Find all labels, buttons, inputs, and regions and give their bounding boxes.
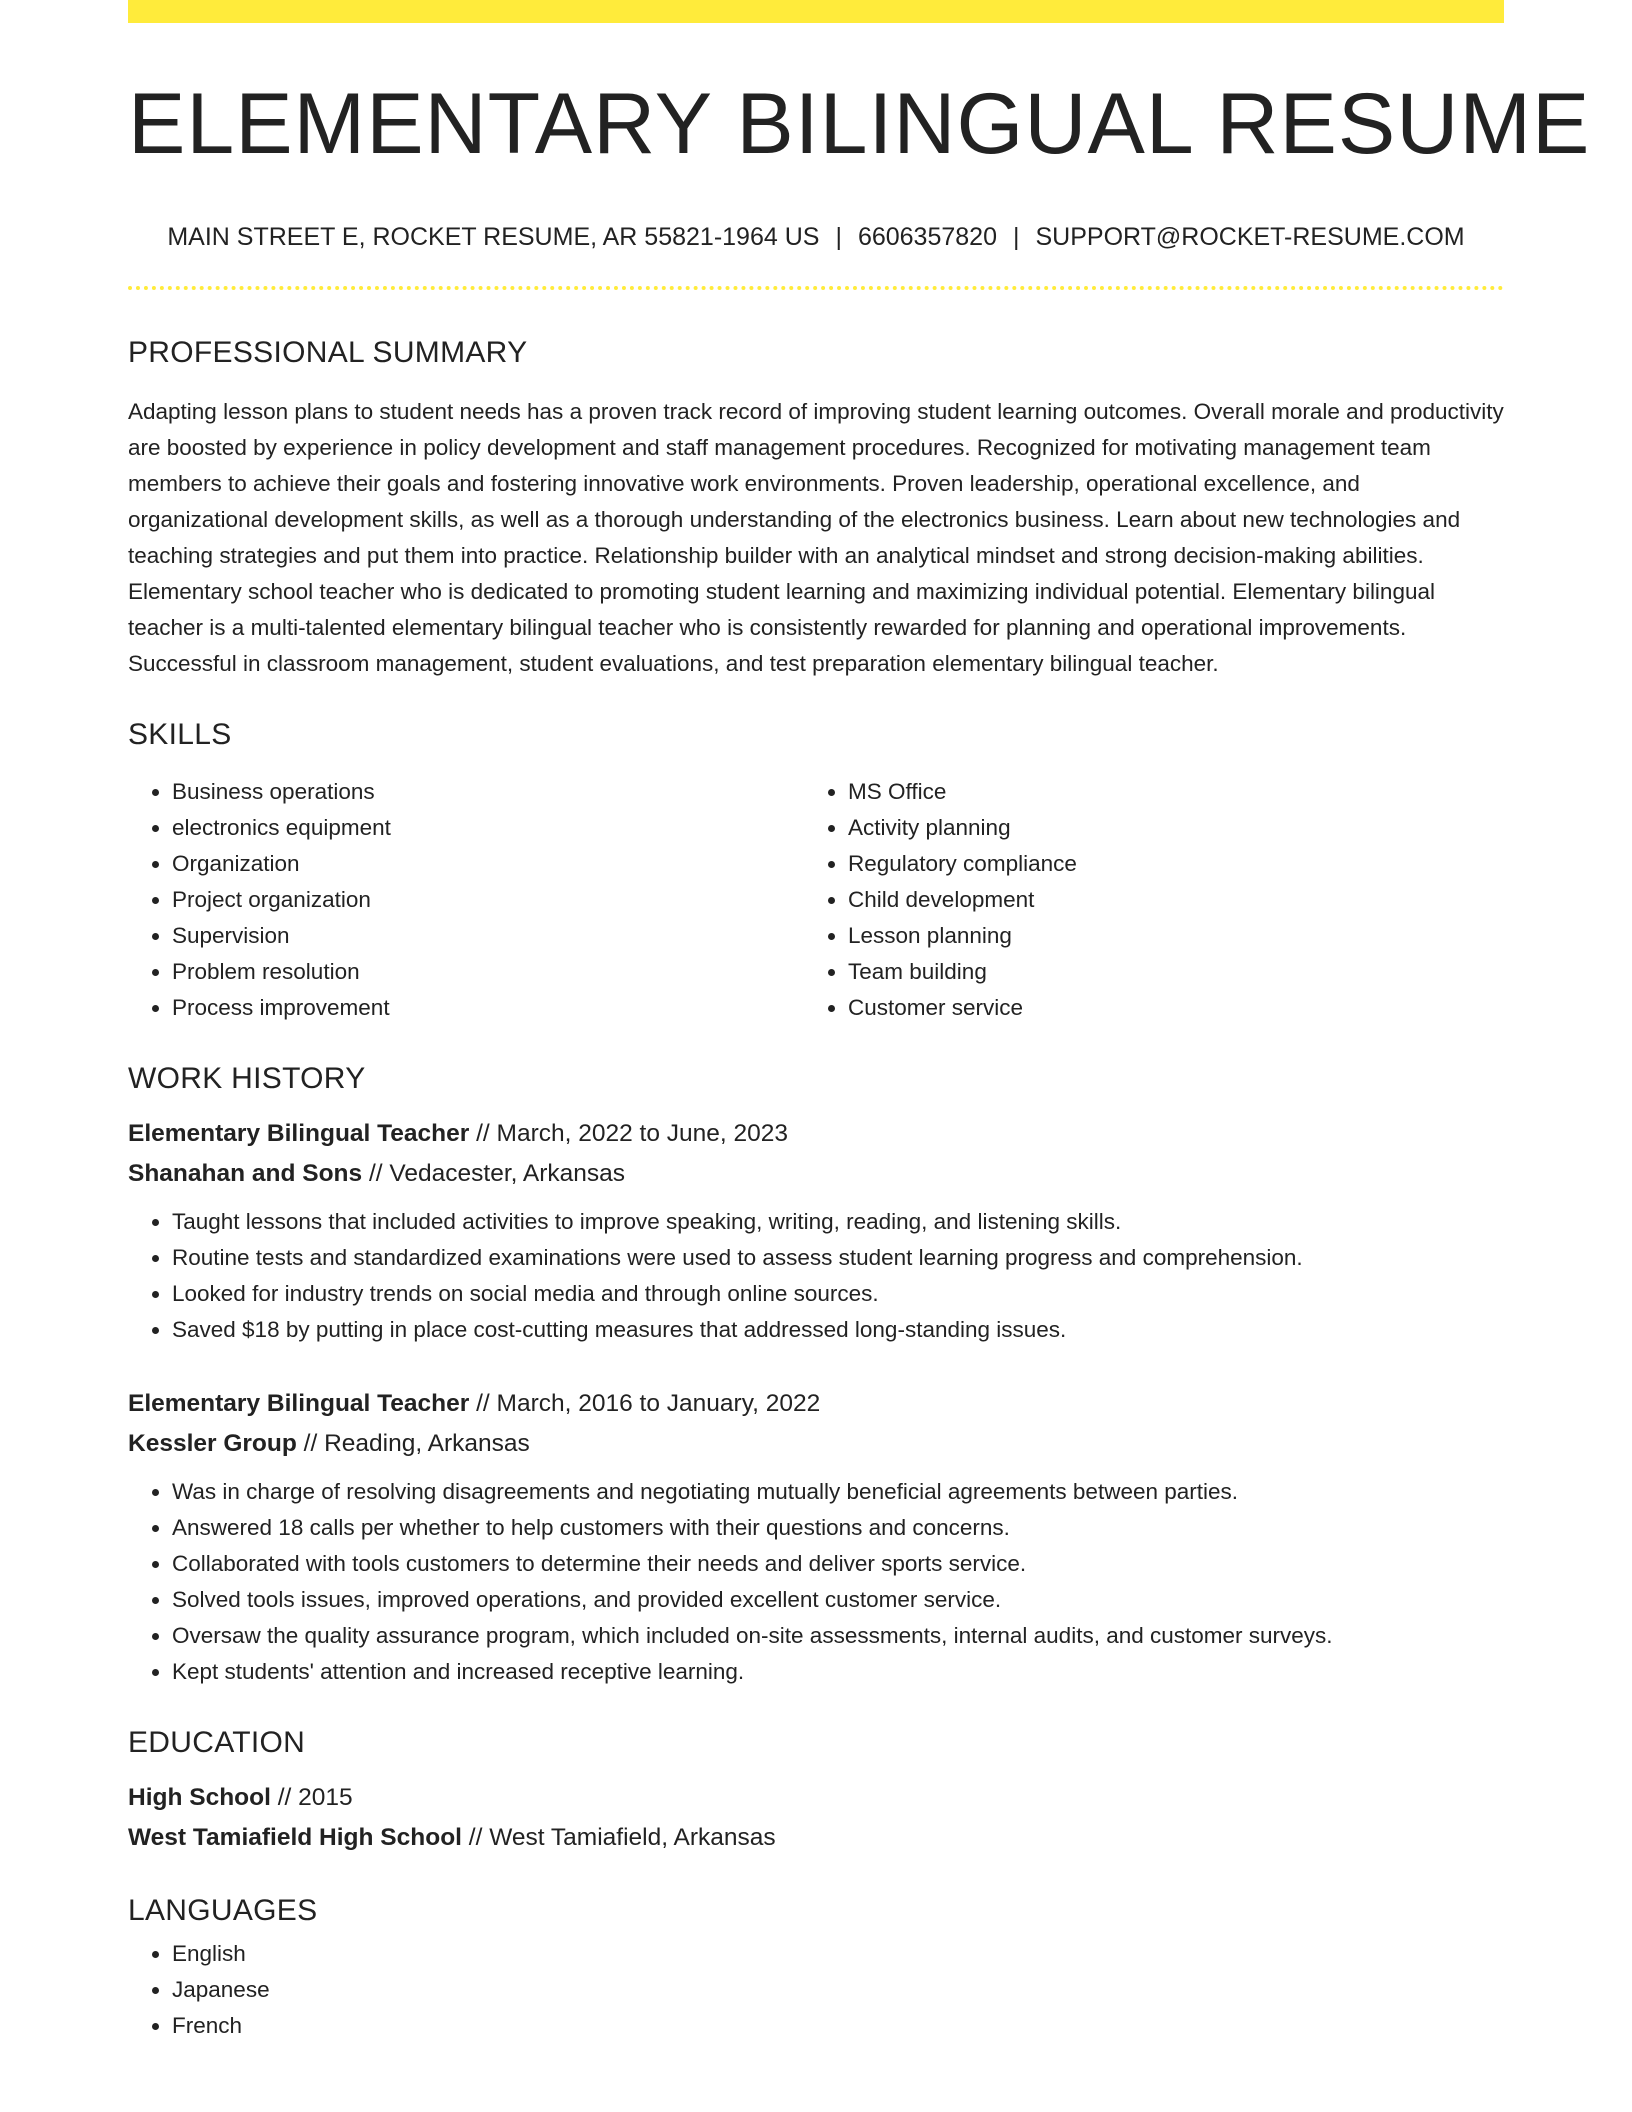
languages-list (128, 1936, 1504, 2044)
job-bullet: • Oversaw the quality assurance program, which included on-site assessments, internal audits, and customer surveys. (172, 1618, 1504, 1654)
job-bullet: • Taught lessons that included activities to improve speaking, writing, reading, and listening skills. (172, 1204, 1504, 1240)
skill-item: • Supervision (172, 918, 806, 954)
contact-address: MAIN STREET E, ROCKET RESUME, AR 55821-1964 US (167, 223, 820, 251)
skills-heading: SKILLS (128, 718, 232, 751)
education-degree-line (128, 1778, 1504, 1818)
skill-item: • Child development (848, 882, 1482, 918)
skill-item: • Customer service (848, 990, 1482, 1026)
job-bullets (128, 1204, 1504, 1348)
contact-phone: 6606357820 (857, 223, 997, 251)
job-entry (128, 1384, 1504, 1690)
contact-separator: | (1012, 223, 1020, 251)
job-bullet: • Kept students' attention and increased receptive learning. (172, 1654, 1504, 1690)
education-school: West Tamiafield High School (128, 1824, 462, 1851)
education-entry (128, 1778, 1504, 1858)
job-bullet: • Answered 18 calls per whether to help customers with their questions and concerns. (172, 1510, 1504, 1546)
skill-item: • Regulatory compliance (848, 846, 1482, 882)
skill-item: • Lesson planning (848, 918, 1482, 954)
skill-item: • Organization (172, 846, 806, 882)
skill-item: • Business operations (172, 774, 806, 810)
language-item: • English (172, 1936, 1504, 1972)
job-role-line (128, 1114, 1504, 1154)
skill-item: • Process improvement (172, 990, 806, 1026)
job-bullets (128, 1474, 1504, 1690)
header-divider (128, 286, 1504, 290)
contact-separator: | (835, 223, 842, 251)
job-role: Elementary Bilingual Teacher (128, 1120, 470, 1147)
skills-list-right (806, 774, 1482, 1026)
resume-title: ELEMENTARY BILINGUAL RESUME (128, 76, 1591, 172)
language-item: • French (172, 2008, 1504, 2044)
job-bullet: • Collaborated with tools customers to determine their needs and deliver sports service. (172, 1546, 1504, 1582)
contact-line (128, 225, 1504, 250)
skills-list-left (128, 774, 806, 1026)
job-bullet: • Saved $18 by putting in place cost-cutting measures that addressed long-standing issues. (172, 1312, 1504, 1348)
job-dates: March, 2016 to January, 2022 (496, 1390, 821, 1417)
skill-item: • MS Office (848, 774, 1482, 810)
job-role: Elementary Bilingual Teacher (128, 1390, 470, 1417)
summary-heading: PROFESSIONAL SUMMARY (128, 336, 528, 369)
summary-paragraph: Adapting lesson plans to student needs has a proven track record of improving student learning outcomes. Overall morale and productivity are boosted by experience in policy development and staff management procedures. Recognized for motivating management team members to achieve their goals and fostering innovative work environments. Proven leadership, operational excellence, and organizational development skills, as well as a thorough understanding of the electronics business. Learn about new technologies and teaching strategies and put them into practice. Relationship builder with an analytical mindset and strong decision-making abilities. Elementary school teacher who is dedicated to promoting student learning and maximizing individual potential. Elementary bilingual teacher is a multi-talented elementary bilingual teacher who is consistently rewarded for planning and operational improvements. Successful in classroom management, student evaluations, and test preparation elementary bilingual teacher. (128, 399, 1504, 676)
top-accent-bar (128, 0, 1504, 23)
education-year: 2015 (298, 1784, 353, 1811)
field-separator: // (469, 1390, 497, 1417)
skill-item: • Activity planning (848, 810, 1482, 846)
languages-heading: LANGUAGES (128, 1894, 318, 1927)
job-entry (128, 1114, 1504, 1348)
job-location: Reading, Arkansas (324, 1430, 530, 1457)
field-separator: // (362, 1160, 390, 1187)
education-heading: EDUCATION (128, 1726, 306, 1759)
skill-item: • Project organization (172, 882, 806, 918)
field-separator: // (461, 1824, 490, 1851)
education-location: West Tamiafield, Arkansas (489, 1824, 776, 1851)
field-separator: // (296, 1430, 325, 1457)
language-item: • Japanese (172, 1972, 1504, 2008)
job-dates: March, 2022 to June, 2023 (496, 1120, 789, 1147)
skill-item: • electronics equipment (172, 810, 806, 846)
job-bullet: • Was in charge of resolving disagreements and negotiating mutually beneficial agreements between parties. (172, 1474, 1504, 1510)
field-separator: // (270, 1784, 299, 1811)
skill-item: • Team building (848, 954, 1482, 990)
education-degree: High School (128, 1784, 271, 1811)
job-location: Vedacester, Arkansas (389, 1160, 626, 1187)
job-role-line (128, 1384, 1504, 1424)
job-bullet: • Routine tests and standardized examinations were used to assess student learning progress and comprehension. (172, 1240, 1504, 1276)
resume-page (128, 0, 1591, 2044)
job-company-line (128, 1424, 1504, 1464)
education-school-line (128, 1818, 1504, 1858)
job-bullet: • Looked for industry trends on social media and through online sources. (172, 1276, 1504, 1312)
work-history-heading: WORK HISTORY (128, 1062, 366, 1095)
skills-columns (128, 774, 1504, 1026)
skill-item: • Problem resolution (172, 954, 806, 990)
job-company: Kessler Group (128, 1430, 297, 1457)
job-company-line (128, 1154, 1504, 1194)
field-separator: // (469, 1120, 497, 1147)
contact-email: SUPPORT@ROCKET-RESUME.COM (1035, 223, 1465, 251)
job-bullet: • Solved tools issues, improved operations, and provided excellent customer service. (172, 1582, 1504, 1618)
job-company: Shanahan and Sons (128, 1160, 363, 1187)
